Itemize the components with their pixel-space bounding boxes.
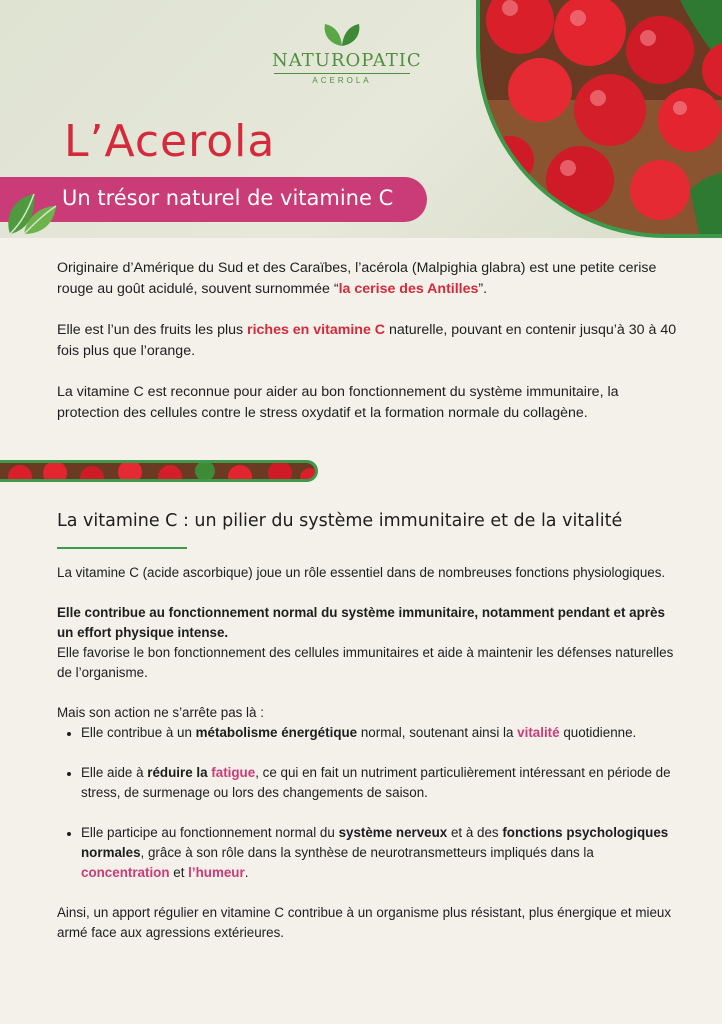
content-paragraph-2-bold: Elle contribue au fonctionnement normal du système immunitaire, notamment pendant et après un effort physique intense. (57, 605, 665, 640)
content-paragraph-1: La vitamine C (acide ascorbique) joue un rôle essentiel dans de nombreuses fonctions physiologiques. (57, 565, 666, 580)
section-content (57, 563, 682, 963)
list-item: Elle aide à réduire la fatigue, ce qui en fait un nutriment particulièrement intéressant en période de stress, de surmenage ou lors des changements de saison. (57, 763, 682, 803)
content-paragraph-3: Mais son action ne s’arrête pas là : (57, 705, 264, 720)
brand-sub: ACEROLA (312, 76, 372, 85)
logo-leaf-icon (319, 22, 365, 48)
intro-paragraph-1: Originaire d’Amérique du Sud et des Caraïbes, l’acérola (Malpighia glabra) est une petite cerise rouge au goût acidulé, souvent surnommée “la cerise des Antilles”. (57, 260, 657, 297)
list-item: Elle contribue à un métabolisme énergétique normal, soutenant ainsi la vitalité quotidienne. (57, 723, 682, 743)
cherry-strip-image (0, 460, 318, 482)
section-title: La vitamine C : un pilier du système immunitaire et de la vitalité (57, 511, 623, 531)
content-paragraph-4: Ainsi, un apport régulier en vitamine C contribue à un organisme plus résistant, plus énergique et mieux armé face aux agressions extérieures. (57, 905, 672, 940)
intro-paragraph-2: Elle est l’un des fruits les plus riches en vitamine C naturelle, pouvant en contenir jusqu’à 30 à 40 fois plus que l’orange. (57, 322, 677, 359)
list-item: Elle participe au fonctionnement normal du système nerveux et à des fonctions psychologiques normales, grâce à son rôle dans la synthèse de neurotransmetteurs impliqués dans la concentration et l’humeur. (57, 823, 682, 883)
intro-text (57, 258, 677, 444)
section-divider (57, 547, 187, 549)
brand-divider (274, 73, 410, 74)
content-paragraph-2: Elle favorise le bon fonctionnement des cellules immunitaires et aide à maintenir les défenses naturelles de l’organisme. (57, 645, 674, 680)
brand-name: NATUROPATIC (272, 50, 422, 71)
brand-logo (272, 22, 422, 85)
page-title: L’Acerola (64, 116, 276, 167)
benefits-list (57, 723, 682, 883)
page-subtitle: Un trésor naturel de vitamine C (62, 186, 394, 210)
leaf-icon (4, 190, 58, 243)
intro-paragraph-3: La vitamine C est reconnue pour aider au bon fonctionnement du système immunitaire, la protection des cellules contre le stress oxydatif et la formation normale du collagène. (57, 384, 619, 421)
